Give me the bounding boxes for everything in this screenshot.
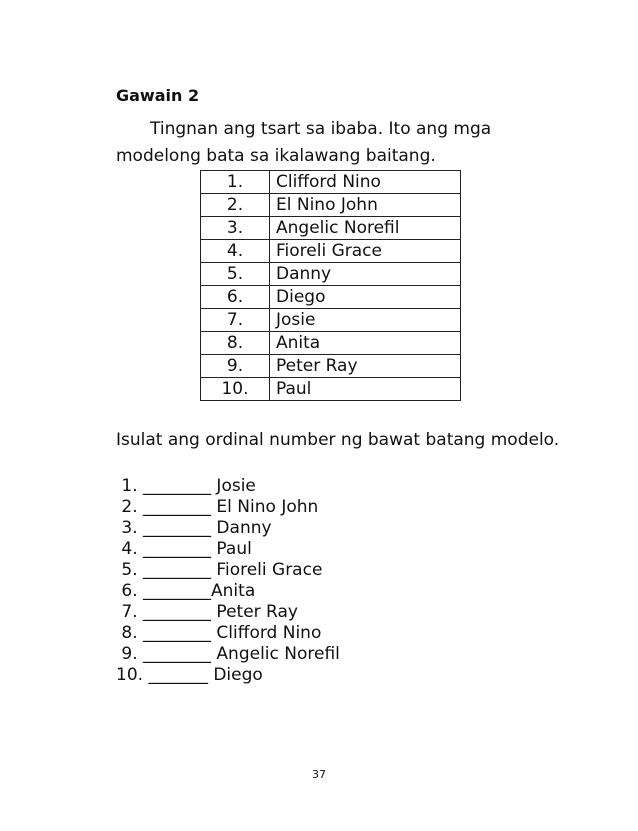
row-number: 8.	[201, 332, 270, 355]
child-name: Fioreli Grace	[270, 240, 461, 263]
page-number: 37	[312, 768, 326, 781]
table-row	[201, 171, 461, 194]
answer-item: 7. ________ Peter Ray	[116, 602, 298, 622]
answer-item: 4. ________ Paul	[116, 539, 252, 559]
answer-item: 1. ________ Josie	[116, 476, 256, 496]
table-row	[201, 240, 461, 263]
activity-title: Gawain 2	[116, 86, 200, 105]
answer-item: 9. ________ Angelic Norefil	[116, 644, 340, 664]
table-row	[201, 355, 461, 378]
table-row	[201, 378, 461, 401]
answer-item: 2. ________ El Nino John	[116, 497, 319, 517]
intro-paragraph	[116, 116, 536, 170]
row-number: 6.	[201, 286, 270, 309]
child-name: Peter Ray	[270, 355, 461, 378]
answer-item: 3. ________ Danny	[116, 518, 272, 538]
intro-line-1: Tingnan ang tsart sa ibaba. Ito ang mga	[150, 119, 492, 139]
answer-item: 8. ________ Clifford Nino	[116, 623, 322, 643]
answer-item: 10. _______ Diego	[116, 665, 263, 685]
child-name: Paul	[270, 378, 461, 401]
model-children-table	[200, 170, 461, 401]
answer-list	[116, 476, 340, 686]
table-row	[201, 309, 461, 332]
child-name: Diego	[270, 286, 461, 309]
table-row	[201, 332, 461, 355]
row-number: 4.	[201, 240, 270, 263]
table-row	[201, 286, 461, 309]
child-name: Josie	[270, 309, 461, 332]
answer-item: 6. ________Anita	[116, 581, 256, 601]
row-number: 7.	[201, 309, 270, 332]
row-number: 1.	[201, 171, 270, 194]
child-name: Clifford Nino	[270, 171, 461, 194]
answer-item: 5. ________ Fioreli Grace	[116, 560, 323, 580]
intro-line-2: modelong bata sa ikalawang baitang.	[116, 146, 436, 166]
child-name: El Nino John	[270, 194, 461, 217]
child-name: Angelic Norefil	[270, 217, 461, 240]
child-name: Anita	[270, 332, 461, 355]
table-row	[201, 194, 461, 217]
table-row	[201, 263, 461, 286]
row-number: 2.	[201, 194, 270, 217]
table-row	[201, 217, 461, 240]
row-number: 10.	[201, 378, 270, 401]
row-number: 3.	[201, 217, 270, 240]
row-number: 5.	[201, 263, 270, 286]
instruction-text: Isulat ang ordinal number ng bawat batang modelo.	[116, 430, 560, 450]
child-name: Danny	[270, 263, 461, 286]
row-number: 9.	[201, 355, 270, 378]
